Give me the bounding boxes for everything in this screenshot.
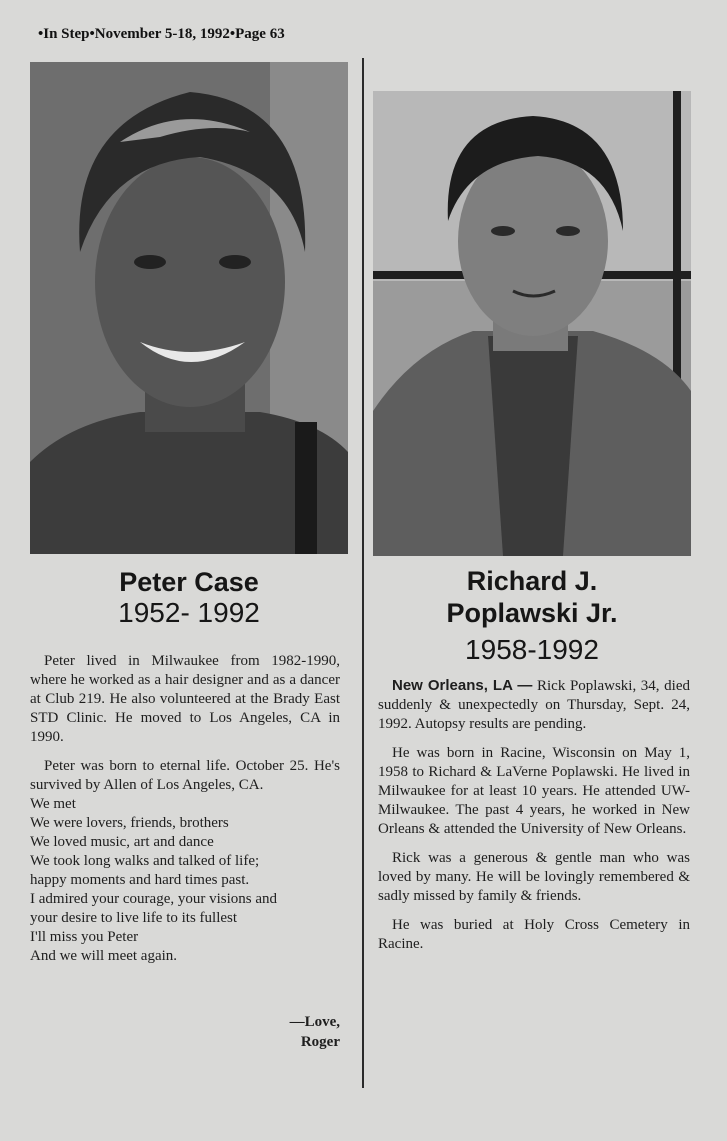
paragraph: Peter was born to eternal life. October 25. He's survived by Allen of Los Angeles, CA. [30,758,340,793]
paragraph [378,676,690,734]
name-line: Richard J. [466,566,598,596]
signature-name: Roger [300,1034,340,1050]
obituary-years-right: 1958-1992 [465,634,599,665]
paragraph: He was buried at Holy Cross Cemetery in Racine. [378,917,690,952]
poem [30,795,340,966]
obituary-name-left: Peter Case [119,567,259,597]
signature-love: —Love, [289,1014,340,1030]
poem-line: your desire to live life to its fullest [30,910,238,926]
poem-line: happy moments and hard times past. [30,872,250,888]
obituary-body-left [30,652,340,966]
poem-line: We met [30,796,76,812]
paragraph: Rick was a generous & gentle man who was loved by many. He will be lovingly remembered & sadly missed by family & friends. [378,850,690,904]
poem-line: I'll miss you Peter [30,929,139,945]
poem-line: And we will meet again. [30,948,178,964]
poem-line: I admired your courage, your visions and [30,891,278,907]
signature [200,1012,340,1052]
paragraph-text: Rick Poplawski, 34, died suddenly & unexpectedly on Thursday, Sept. 24, 1992. Autopsy results are pending. [378,678,690,732]
portrait-photo-right [373,91,691,556]
dateline: New Orleans, LA — [392,677,533,694]
poem-line: We were lovers, friends, brothers [30,815,229,831]
portrait-photo-left [30,62,348,554]
obituary-name-right [373,565,691,629]
page-header: •In Step•November 5-18, 1992•Page 63 [38,26,285,42]
column-divider [362,58,364,1088]
obituary-body-right [378,676,690,964]
obituary-years-left: 1952- 1992 [118,597,260,628]
poem-line: We took long walks and talked of life; [30,853,260,869]
name-line: Poplawski Jr. [446,598,618,628]
poem-line: We loved music, art and dance [30,834,214,850]
paragraph: Peter lived in Milwaukee from 1982-1990, where he worked as a hair designer and as a dancer at Club 219. He also volunteered at the Brady East STD Clinic. He moved to Los Angeles, CA in 1990. [30,653,340,745]
paragraph: He was born in Racine, Wisconsin on May 1, 1958 to Richard & LaVerne Poplawski. He lived in Milwaukee for at least 10 years. He attended UW-Milwaukee. The past 4 years, he worked in New Orleans & attended the University of New Orleans. [378,745,690,837]
